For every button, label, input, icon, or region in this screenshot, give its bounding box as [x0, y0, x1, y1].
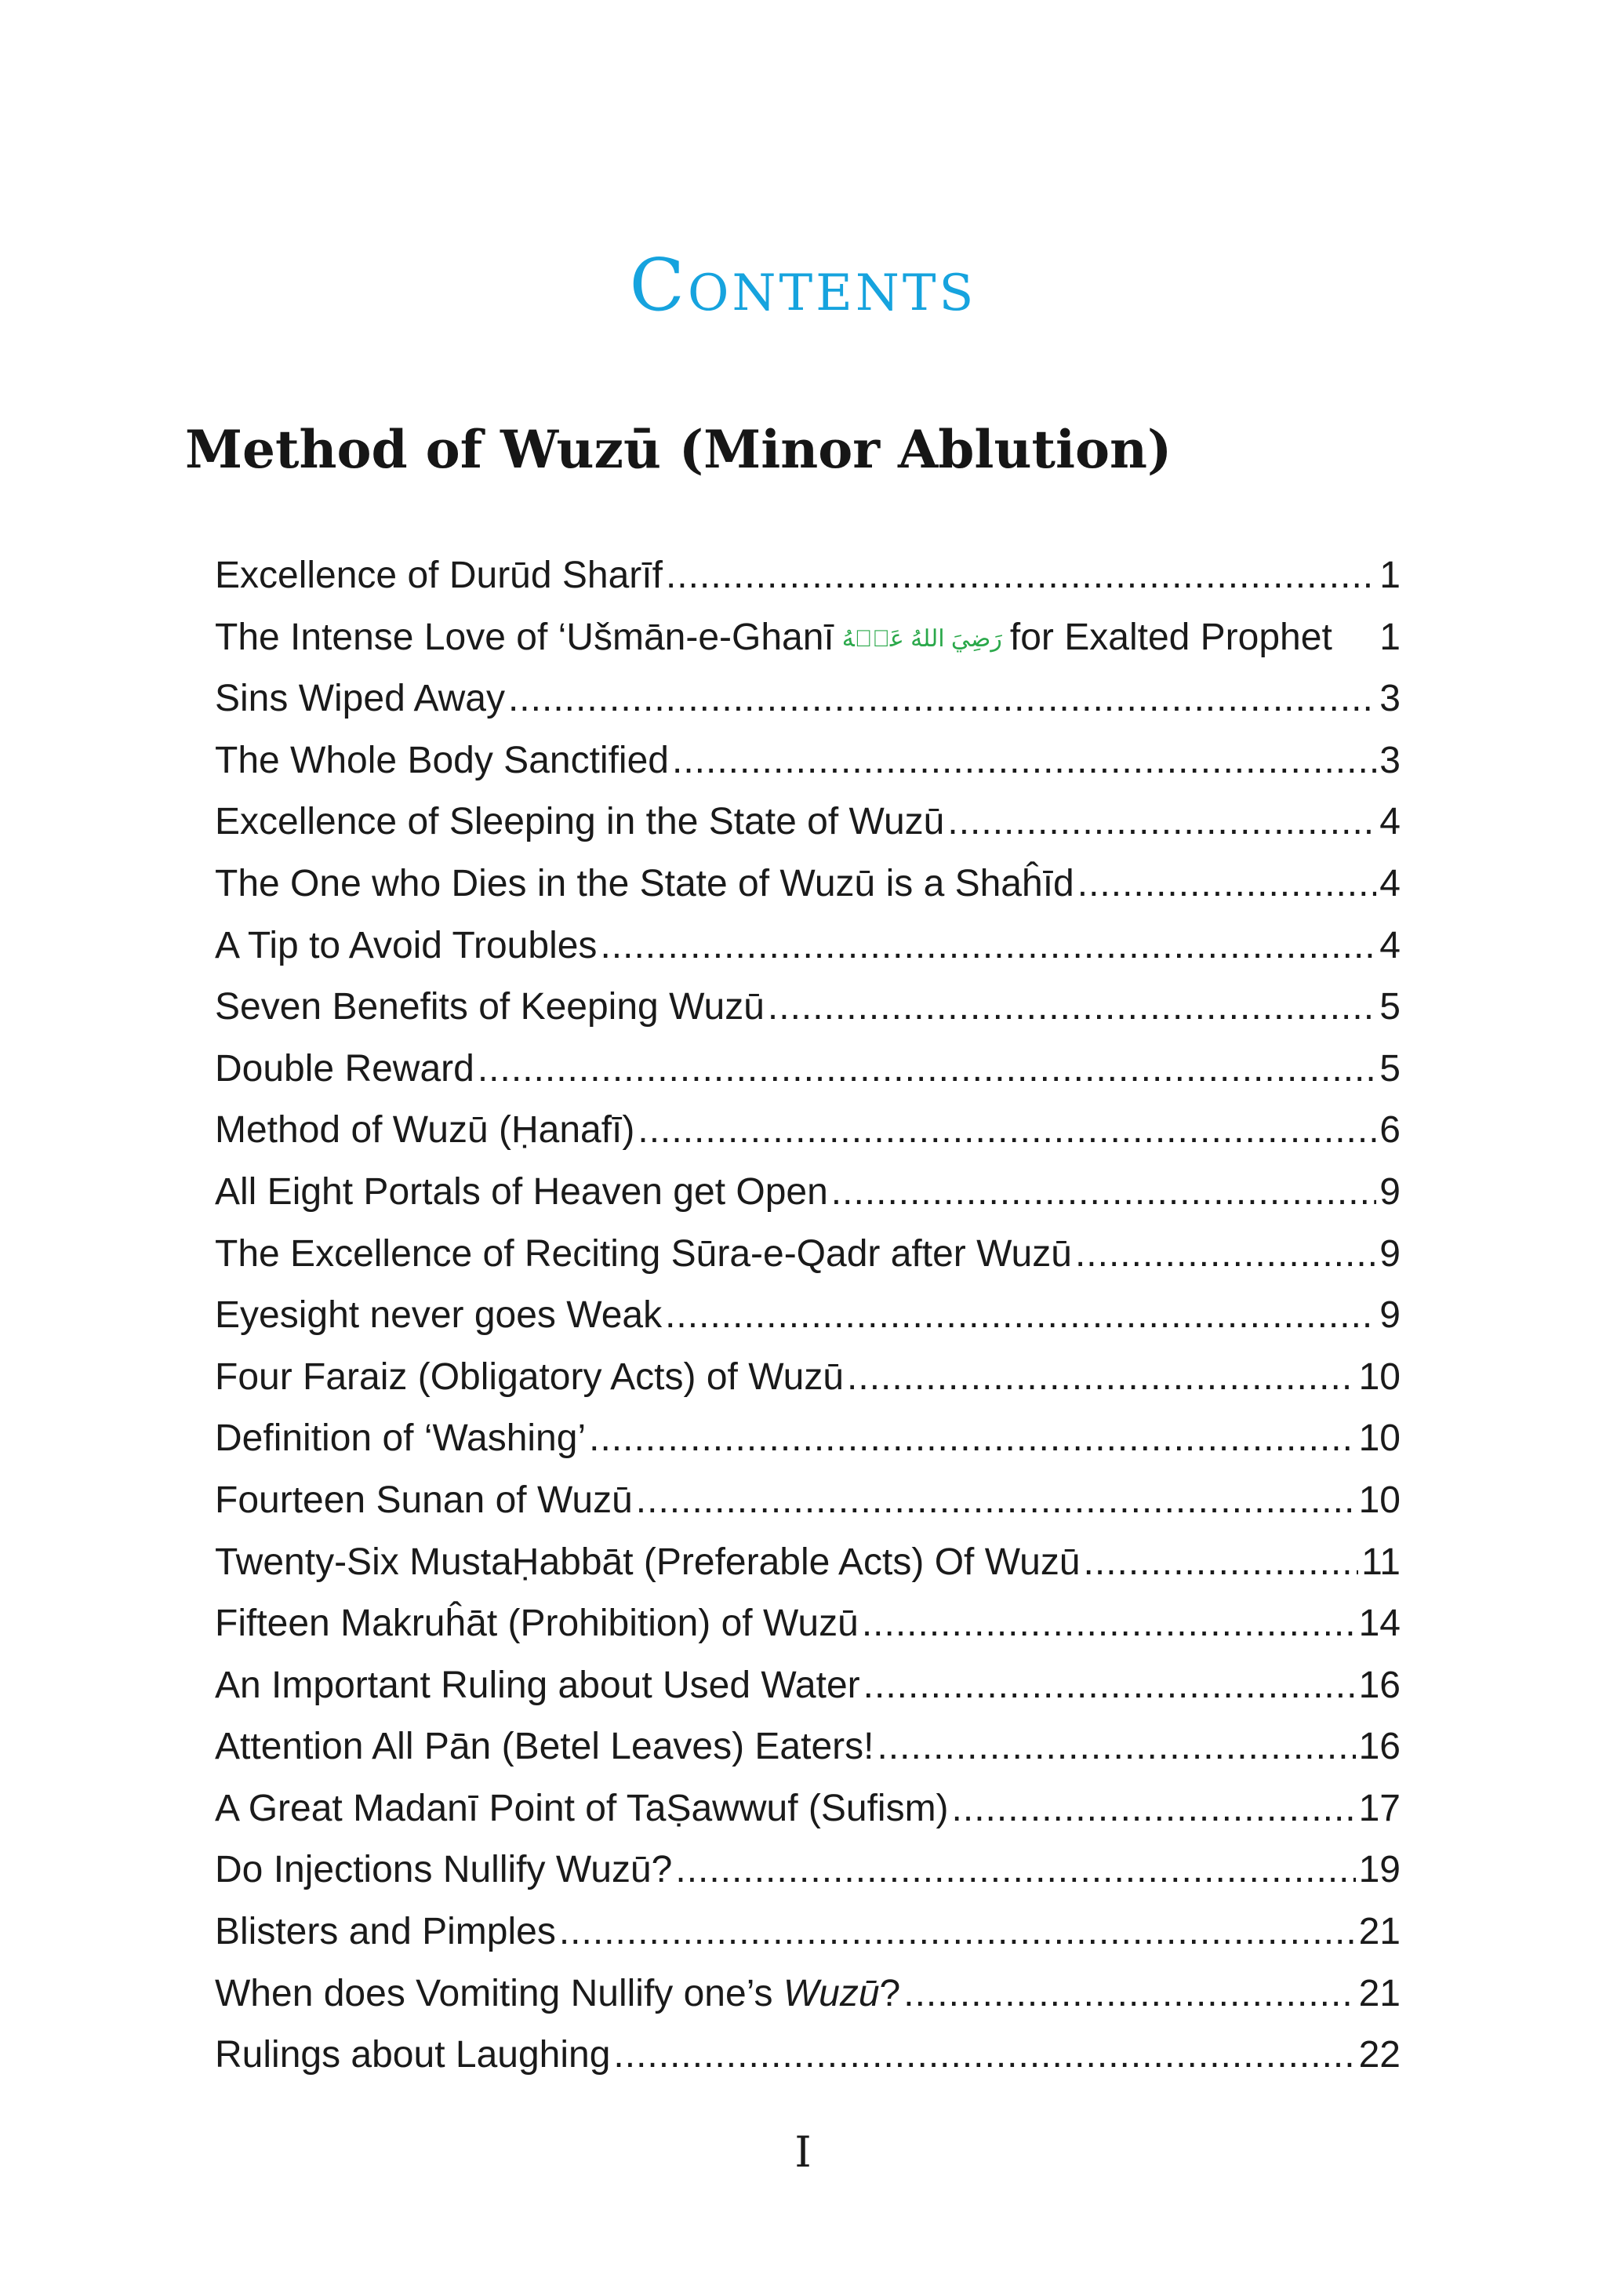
toc-entry[interactable] [215, 1285, 1401, 1347]
toc-entry[interactable] [215, 1655, 1401, 1717]
toc-entry-page: 3 [1379, 678, 1401, 720]
dot-leader [559, 1901, 1356, 1963]
toc-entry-page: 16 [1358, 1726, 1401, 1768]
toc-entry-page: 1 [1379, 616, 1401, 658]
toc-entry-title: Excellence of Sleeping in the State of Wuzū [215, 801, 945, 843]
dot-leader [903, 1963, 1355, 2025]
toc-entry[interactable] [215, 1100, 1401, 1162]
toc-entry-title: Definition of ‘Washing’ [215, 1417, 587, 1460]
table-of-contents [215, 545, 1401, 2087]
toc-entry-page: 9 [1379, 1170, 1401, 1213]
toc-entry-page: 9 [1379, 1294, 1401, 1337]
dot-leader [768, 977, 1376, 1039]
toc-entry-title: Four Faraiz (Obligatory Acts) of Wuzū [215, 1355, 845, 1398]
toc-entry-title: Method of Wuzū (Ḥanafī) [215, 1109, 635, 1152]
toc-entry-page: 14 [1358, 1603, 1401, 1645]
toc-entry-title: Seven Benefits of Keeping Wuzū [215, 986, 765, 1028]
toc-entry[interactable] [215, 915, 1401, 977]
dot-leader [863, 1655, 1356, 1717]
toc-entry-title: Do Injections Nullify Wuzū? [215, 1849, 673, 1891]
toc-entry[interactable] [215, 1839, 1401, 1901]
toc-entry-title: An Important Ruling about Used Water [215, 1664, 860, 1706]
toc-entry-page: 4 [1379, 801, 1401, 843]
toc-entry[interactable] [215, 730, 1401, 792]
dot-leader [1077, 853, 1377, 915]
toc-entry[interactable] [215, 1593, 1401, 1655]
toc-entry[interactable] [215, 1778, 1401, 1840]
toc-entry-title: The Whole Body Sanctified [215, 739, 669, 781]
toc-entry-page: 16 [1358, 1664, 1401, 1706]
dot-leader [877, 1716, 1355, 1778]
toc-entry-page: 4 [1379, 862, 1401, 904]
dot-leader [613, 2025, 1355, 2087]
honorific-calligraphy: رَضِيَ اللهُ عَنۡهُ [841, 625, 1002, 652]
toc-entry-page: 19 [1358, 1849, 1401, 1891]
toc-entry[interactable] [215, 1224, 1401, 1286]
toc-entry[interactable] [215, 1963, 1401, 2025]
toc-entry[interactable] [215, 1162, 1401, 1224]
toc-entry-page: 9 [1379, 1232, 1401, 1275]
toc-entry[interactable] [215, 1408, 1401, 1470]
toc-entry-title: Eyesight never goes Weak [215, 1294, 663, 1337]
toc-entry-page: 21 [1358, 1972, 1401, 2014]
toc-entry-title: Attention All Pān (Betel Leaves) Eaters! [215, 1726, 874, 1768]
dot-leader [508, 668, 1376, 730]
toc-entry-page: 10 [1358, 1479, 1401, 1521]
dot-leader [1075, 1224, 1376, 1286]
section-heading: Method of Wuzū (Minor Ablution) [185, 419, 1172, 480]
dot-leader [947, 791, 1376, 853]
toc-entry-title: Twenty-Six MustaḤabbāt (Preferable Acts) Of Wuzū [215, 1541, 1081, 1583]
toc-entry[interactable] [215, 2025, 1401, 2087]
toc-entry-page: 10 [1358, 1355, 1401, 1398]
toc-entry-page: 1 [1379, 555, 1401, 596]
toc-entry-page: 4 [1379, 924, 1401, 966]
toc-entry-title: When does Vomiting Nullify one’s Wuzū? [215, 1972, 901, 2014]
toc-entry-title: The Intense Love of ‘Ušmān-e-Ghanī رَضِيَ اللهُ عَنۡهُ for Exalted Prophet [215, 616, 1332, 658]
toc-entry[interactable] [215, 853, 1401, 915]
dot-leader [636, 1470, 1356, 1532]
toc-entry-title: Rulings about Laughing [215, 2034, 611, 2076]
toc-entry[interactable] [215, 607, 1401, 669]
toc-entry-page: 6 [1379, 1109, 1401, 1152]
toc-entry-title: The Excellence of Reciting Sūra-e-Qadr after Wuzū [215, 1232, 1072, 1275]
toc-entry-title: A Great Madanī Point of TaṢawwuf (Sufism) [215, 1787, 949, 1829]
toc-entry[interactable] [215, 1347, 1401, 1409]
toc-entry-page: 11 [1361, 1541, 1401, 1583]
toc-entry-title: Excellence of Durūd Sharīf [215, 555, 663, 596]
toc-entry-title: The One who Dies in the State of Wuzū is a Shaĥīd [215, 862, 1074, 904]
toc-entry-page: 10 [1358, 1417, 1401, 1460]
toc-entry[interactable] [215, 977, 1401, 1039]
dot-leader [666, 545, 1376, 607]
toc-entry[interactable] [215, 1039, 1401, 1101]
toc-entry-page: 22 [1358, 2034, 1401, 2076]
dot-leader [600, 915, 1376, 977]
toc-entry-title: Blisters and Pimples [215, 1911, 556, 1953]
page-title: Contents [629, 243, 977, 327]
dot-leader [1084, 1532, 1359, 1594]
toc-entry[interactable] [215, 1901, 1401, 1963]
page-number: I [794, 2127, 812, 2177]
toc-entry[interactable] [215, 668, 1401, 730]
dot-leader [638, 1100, 1376, 1162]
toc-entry[interactable] [215, 1470, 1401, 1532]
toc-entry[interactable] [215, 791, 1401, 853]
toc-entry-page: 21 [1358, 1911, 1401, 1953]
dot-leader [478, 1039, 1376, 1101]
toc-entry-page: 5 [1379, 986, 1401, 1028]
toc-entry-title: Sins Wiped Away [215, 678, 505, 720]
toc-entry-page: 3 [1379, 739, 1401, 781]
dot-leader [672, 730, 1376, 792]
dot-leader [589, 1408, 1356, 1470]
toc-entry-title: Double Reward [215, 1047, 474, 1090]
toc-entry[interactable] [215, 1716, 1401, 1778]
toc-entry-title: A Tip to Avoid Troubles [215, 924, 598, 966]
dot-leader [665, 1285, 1376, 1347]
toc-entry-title: Fourteen Sunan of Wuzū [215, 1479, 633, 1521]
dot-leader [831, 1162, 1377, 1224]
toc-entry-title: All Eight Portals of Heaven get Open [215, 1170, 828, 1213]
dot-leader [862, 1593, 1356, 1655]
toc-entry-page: 17 [1358, 1787, 1401, 1829]
dot-leader [847, 1347, 1356, 1409]
toc-entry[interactable] [215, 1532, 1401, 1594]
toc-entry[interactable] [215, 545, 1401, 607]
dot-leader [952, 1778, 1356, 1840]
dot-leader [675, 1839, 1355, 1901]
toc-entry-page: 5 [1379, 1047, 1401, 1090]
toc-entry-title: Fifteen Makruĥāt (Prohibition) of Wuzū [215, 1603, 859, 1645]
